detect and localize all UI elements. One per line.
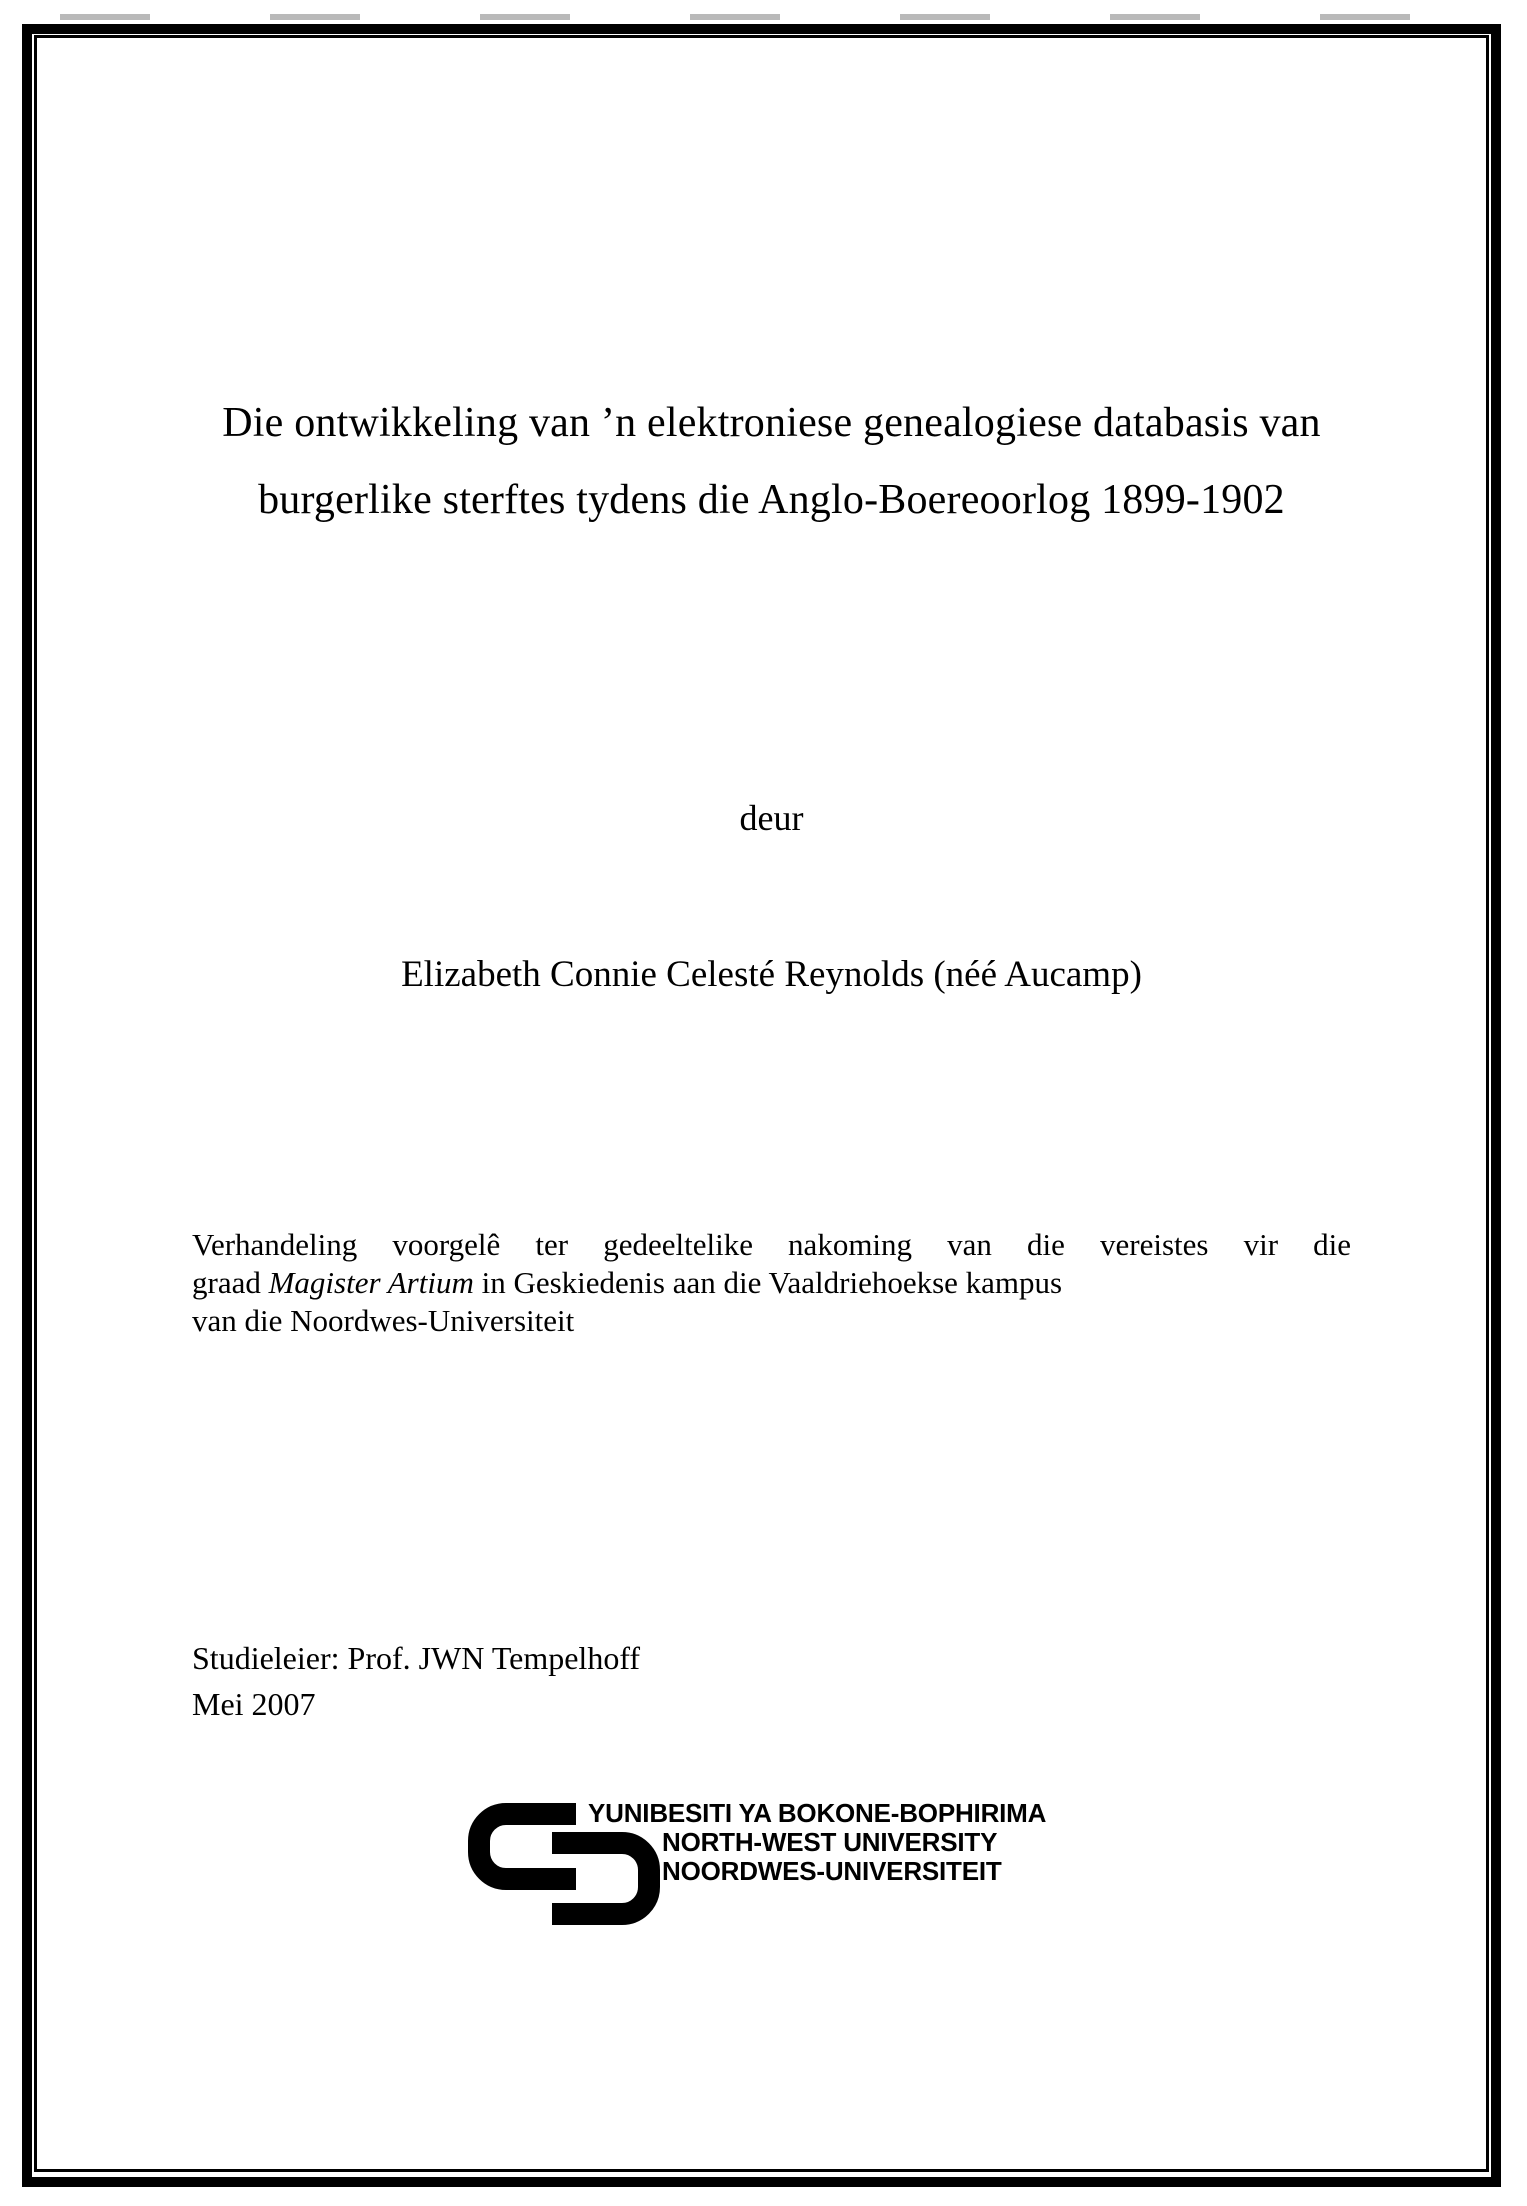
byline: deur	[739, 798, 804, 838]
date-line: Mei 2007	[192, 1686, 316, 1722]
author-name: Elizabeth Connie Celesté Reynolds (néé Aucamp)	[401, 954, 1142, 995]
degree-statement-line1: Verhandeling voorgelê ter gedeeltelike nakoming van die vereistes vir die	[192, 1227, 1351, 1262]
degree-statement	[192, 1226, 1351, 1340]
nwu-logo-line3: NOORDWES-UNIVERSITEIT	[662, 1856, 1002, 1886]
nwu-logo-text	[588, 1799, 1046, 1886]
degree-statement-line2	[192, 1264, 1351, 1302]
degree-statement-line3: van die Noordwes-Universiteit	[192, 1303, 575, 1338]
nwu-logo-line1: YUNIBESITI YA BOKONE-BOPHIRIMA	[588, 1798, 1047, 1828]
supervisor-line: Studieleier: Prof. JWN Tempelhoff	[192, 1640, 641, 1676]
supervisor-block	[192, 1635, 1351, 1727]
degree-statement-line2-post: in Geskiedenis aan die Vaaldriehoekse kampus	[473, 1265, 1063, 1300]
degree-name-italic: Magister Artium	[268, 1265, 474, 1300]
nwu-logo-line2: NORTH-WEST UNIVERSITY	[662, 1827, 998, 1857]
scan-artifact	[60, 14, 1440, 20]
thesis-title-line2: burgerlike sterftes tydens die Anglo-Boereoorlog 1899-1902	[258, 477, 1285, 523]
thesis-title	[192, 385, 1351, 539]
degree-statement-line2-pre: graad	[192, 1265, 269, 1300]
nwu-logo	[468, 1799, 1108, 1929]
thesis-title-line1: Die ontwikkeling van ’n elektroniese genealogiese databasis van	[222, 400, 1321, 446]
